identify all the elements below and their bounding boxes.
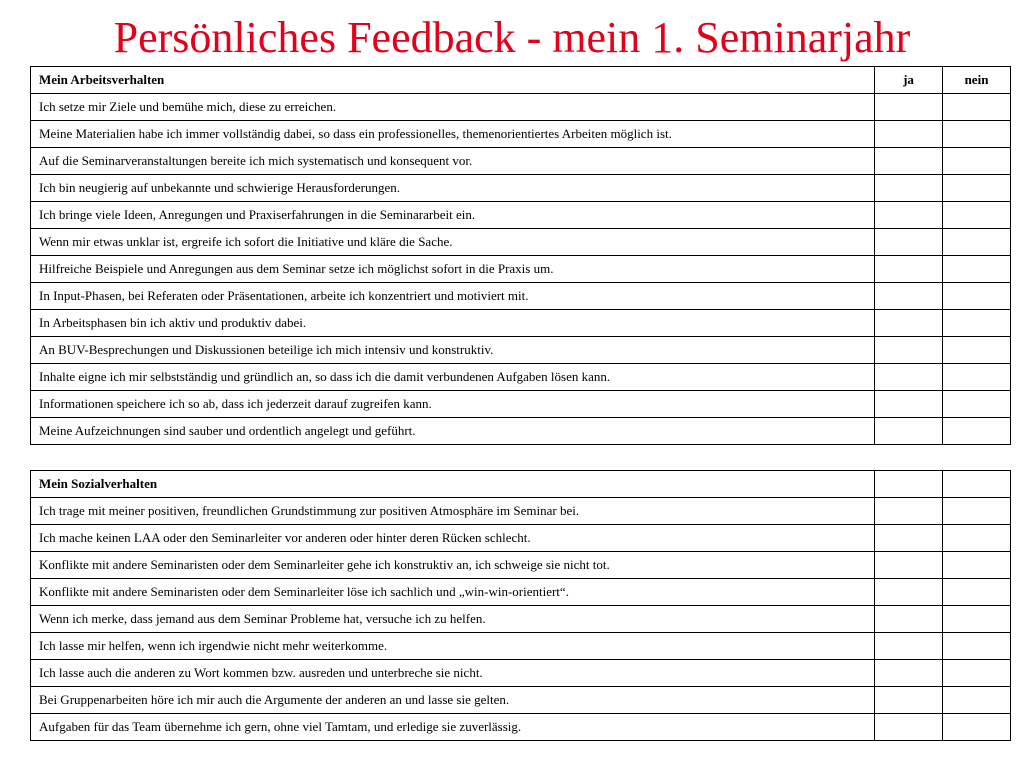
table-row [31, 94, 1011, 121]
checkbox-ja-cell[interactable] [875, 687, 943, 714]
statement-text: Ich trage mit meiner positiven, freundlichen Grundstimmung zur positiven Atmosphäre im Seminar bei. [31, 498, 875, 525]
arbeitsverhalten-table [30, 66, 1011, 445]
checkbox-ja-cell[interactable] [875, 364, 943, 391]
table-row [31, 391, 1011, 418]
table-row [31, 687, 1011, 714]
checkbox-nein-cell[interactable] [943, 310, 1011, 337]
checkbox-nein-cell[interactable] [943, 660, 1011, 687]
checkbox-nein-cell[interactable] [943, 364, 1011, 391]
checkbox-nein-cell[interactable] [943, 256, 1011, 283]
checkbox-ja-cell[interactable] [875, 283, 943, 310]
table-row [31, 633, 1011, 660]
checkbox-ja-cell[interactable] [875, 256, 943, 283]
checkbox-nein-cell[interactable] [943, 202, 1011, 229]
statement-text: Bei Gruppenarbeiten höre ich mir auch die Argumente der anderen an und lasse sie gelten. [31, 687, 875, 714]
table-row [31, 310, 1011, 337]
statement-text: Auf die Seminarveranstaltungen bereite ich mich systematisch und konsequent vor. [31, 148, 875, 175]
checkbox-ja-cell[interactable] [875, 229, 943, 256]
checkbox-nein-cell[interactable] [943, 606, 1011, 633]
statement-text: Ich lasse mir helfen, wenn ich irgendwie nicht mehr weiterkomme. [31, 633, 875, 660]
arbeitsverhalten-heading: Mein Arbeitsverhalten [31, 67, 875, 94]
checkbox-ja-cell[interactable] [875, 94, 943, 121]
table-row [31, 202, 1011, 229]
checkbox-ja-cell[interactable] [875, 525, 943, 552]
table-row [31, 229, 1011, 256]
table-row [31, 337, 1011, 364]
statement-text: Ich bin neugierig auf unbekannte und schwierige Herausforderungen. [31, 175, 875, 202]
checkbox-nein-cell[interactable] [943, 175, 1011, 202]
table-row [31, 148, 1011, 175]
checkbox-ja-cell[interactable] [875, 552, 943, 579]
table-row [31, 364, 1011, 391]
checkbox-ja-header-cell[interactable] [875, 471, 943, 498]
table-row [31, 283, 1011, 310]
checkbox-nein-header-cell[interactable] [943, 471, 1011, 498]
statement-text: Ich setze mir Ziele und bemühe mich, diese zu erreichen. [31, 94, 875, 121]
statement-text: Hilfreiche Beispiele und Anregungen aus dem Seminar setze ich möglichst sofort in die Praxis um. [31, 256, 875, 283]
checkbox-nein-cell[interactable] [943, 633, 1011, 660]
checkbox-nein-cell[interactable] [943, 579, 1011, 606]
statement-text: Meine Aufzeichnungen sind sauber und ordentlich angelegt und geführt. [31, 418, 875, 445]
table-row [31, 714, 1011, 741]
table-row [31, 418, 1011, 445]
table-row [31, 498, 1011, 525]
statement-text: Konflikte mit andere Seminaristen oder dem Seminarleiter löse ich sachlich und „win-win-orientiert“. [31, 579, 875, 606]
checkbox-nein-cell[interactable] [943, 337, 1011, 364]
column-header-nein: nein [943, 67, 1011, 94]
checkbox-ja-cell[interactable] [875, 714, 943, 741]
statement-text: Ich lasse auch die anderen zu Wort kommen bzw. ausreden und unterbreche sie nicht. [31, 660, 875, 687]
checkbox-ja-cell[interactable] [875, 121, 943, 148]
checkbox-ja-cell[interactable] [875, 337, 943, 364]
checkbox-ja-cell[interactable] [875, 498, 943, 525]
checkbox-nein-cell[interactable] [943, 552, 1011, 579]
checkbox-ja-cell[interactable] [875, 606, 943, 633]
statement-text: In Input-Phasen, bei Referaten oder Präsentationen, arbeite ich konzentriert und motiviert mit. [31, 283, 875, 310]
statement-text: Ich mache keinen LAA oder den Seminarleiter vor anderen oder hinter deren Rücken schlecht. [31, 525, 875, 552]
statement-text: Wenn ich merke, dass jemand aus dem Seminar Probleme hat, versuche ich zu helfen. [31, 606, 875, 633]
statement-text: Ich bringe viele Ideen, Anregungen und Praxiserfahrungen in die Seminararbeit ein. [31, 202, 875, 229]
checkbox-nein-cell[interactable] [943, 687, 1011, 714]
statement-text: Meine Materialien habe ich immer vollständig dabei, so dass ein professionelles, themenorientiertes Arbeiten möglich ist. [31, 121, 875, 148]
checkbox-ja-cell[interactable] [875, 175, 943, 202]
checkbox-ja-cell[interactable] [875, 391, 943, 418]
table-row [31, 606, 1011, 633]
statement-text: An BUV-Besprechungen und Diskussionen beteilige ich mich intensiv und konstruktiv. [31, 337, 875, 364]
statement-text: In Arbeitsphasen bin ich aktiv und produktiv dabei. [31, 310, 875, 337]
checkbox-ja-cell[interactable] [875, 418, 943, 445]
checkbox-nein-cell[interactable] [943, 418, 1011, 445]
table-row [31, 579, 1011, 606]
checkbox-nein-cell[interactable] [943, 283, 1011, 310]
table-row [31, 175, 1011, 202]
checkbox-ja-cell[interactable] [875, 579, 943, 606]
table-row [31, 552, 1011, 579]
table-row [31, 256, 1011, 283]
checkbox-ja-cell[interactable] [875, 202, 943, 229]
statement-text: Informationen speichere ich so ab, dass ich jederzeit darauf zugreifen kann. [31, 391, 875, 418]
sozialverhalten-table [30, 470, 1011, 741]
page-title: Persönliches Feedback - mein 1. Seminarjahr [113, 13, 911, 62]
checkbox-nein-cell[interactable] [943, 498, 1011, 525]
arbeitsverhalten-header-row [31, 67, 1011, 94]
table-row [31, 525, 1011, 552]
checkbox-ja-cell[interactable] [875, 633, 943, 660]
sozialverhalten-header-row [31, 471, 1011, 498]
table-row [31, 121, 1011, 148]
statement-text: Konflikte mit andere Seminaristen oder dem Seminarleiter gehe ich konstruktiv an, ich schweige sie nicht tot. [31, 552, 875, 579]
checkbox-ja-cell[interactable] [875, 310, 943, 337]
statement-text: Wenn mir etwas unklar ist, ergreife ich sofort die Initiative und kläre die Sache. [31, 229, 875, 256]
checkbox-nein-cell[interactable] [943, 148, 1011, 175]
checkbox-nein-cell[interactable] [943, 121, 1011, 148]
checkbox-nein-cell[interactable] [943, 714, 1011, 741]
column-header-ja: ja [875, 67, 943, 94]
statement-text: Aufgaben für das Team übernehme ich gern, ohne viel Tamtam, und erledige sie zuverlässig. [31, 714, 875, 741]
checkbox-ja-cell[interactable] [875, 148, 943, 175]
statement-text: Inhalte eigne ich mir selbstständig und gründlich an, so dass ich die damit verbundenen Aufgaben lösen kann. [31, 364, 875, 391]
checkbox-nein-cell[interactable] [943, 525, 1011, 552]
checkbox-nein-cell[interactable] [943, 94, 1011, 121]
table-row [31, 660, 1011, 687]
checkbox-nein-cell[interactable] [943, 229, 1011, 256]
sozialverhalten-heading: Mein Sozialverhalten [31, 471, 875, 498]
checkbox-ja-cell[interactable] [875, 660, 943, 687]
checkbox-nein-cell[interactable] [943, 391, 1011, 418]
